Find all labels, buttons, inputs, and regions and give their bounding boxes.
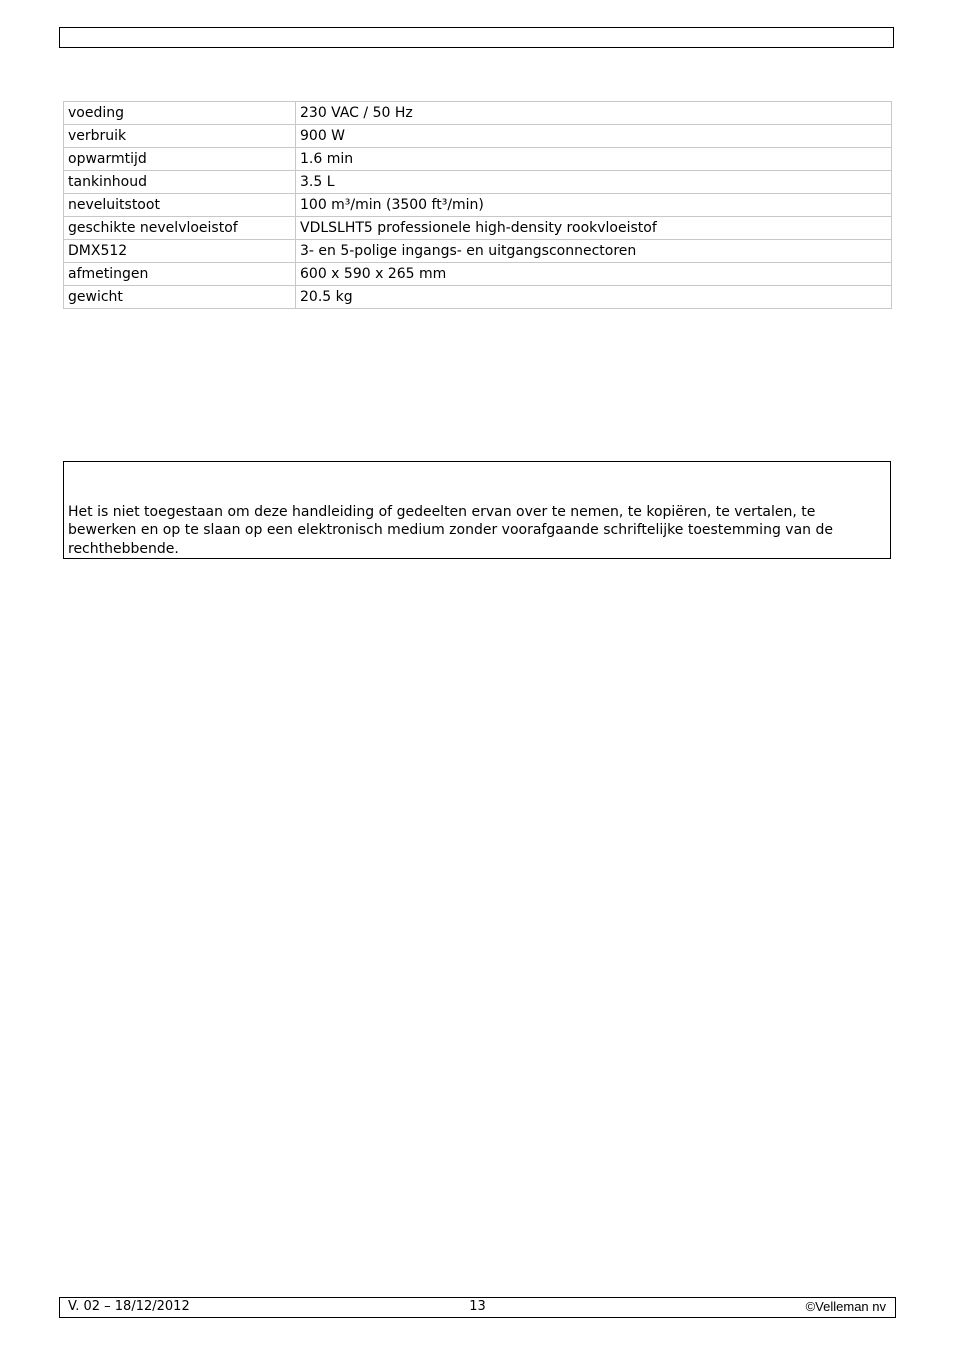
spec-label: tankinhoud [64,171,296,194]
spec-value: 20.5 kg [296,286,892,309]
spec-label: voeding [64,102,296,125]
table-row [64,148,892,171]
page-footer [59,1297,896,1318]
spec-value: 100 m³/min (3500 ft³/min) [296,194,892,217]
spec-value: 3.5 L [296,171,892,194]
spec-value: 900 W [296,125,892,148]
spec-value: 3- en 5-polige ingangs- en uitgangsconnectoren [296,240,892,263]
spec-label: gewicht [64,286,296,309]
table-row [64,217,892,240]
footer-company: ©Velleman nv [805,1299,886,1314]
page-header-box [59,27,894,48]
footer-version: V. 02 – 18/12/2012 [68,1299,190,1314]
table-row [64,263,892,286]
table-row [64,171,892,194]
spec-label: verbruik [64,125,296,148]
table-row [64,125,892,148]
specifications-table [63,101,892,309]
copyright-notice-box [63,461,891,559]
spec-label: DMX512 [64,240,296,263]
table-row [64,286,892,309]
spec-label: geschikte nevelvloeistof [64,217,296,240]
spec-value: VDLSLHT5 professionele high-density rookvloeistof [296,217,892,240]
spec-label: neveluitstoot [64,194,296,217]
spec-label: opwarmtijd [64,148,296,171]
spec-value: 230 VAC / 50 Hz [296,102,892,125]
table-row [64,194,892,217]
spec-value: 1.6 min [296,148,892,171]
table-row [64,240,892,263]
spec-label: afmetingen [64,263,296,286]
footer-page-number: 13 [469,1299,486,1314]
spec-value: 600 x 590 x 265 mm [296,263,892,286]
table-row [64,102,892,125]
copyright-notice-text: Het is niet toegestaan om deze handleiding of gedeelten ervan over te nemen, te kopiëren, te vertalen, te bewerken en op te slaan op een elektronisch medium zonder voorafgaande schriftelijke toestemming van de rechthebbende. [68,504,833,557]
